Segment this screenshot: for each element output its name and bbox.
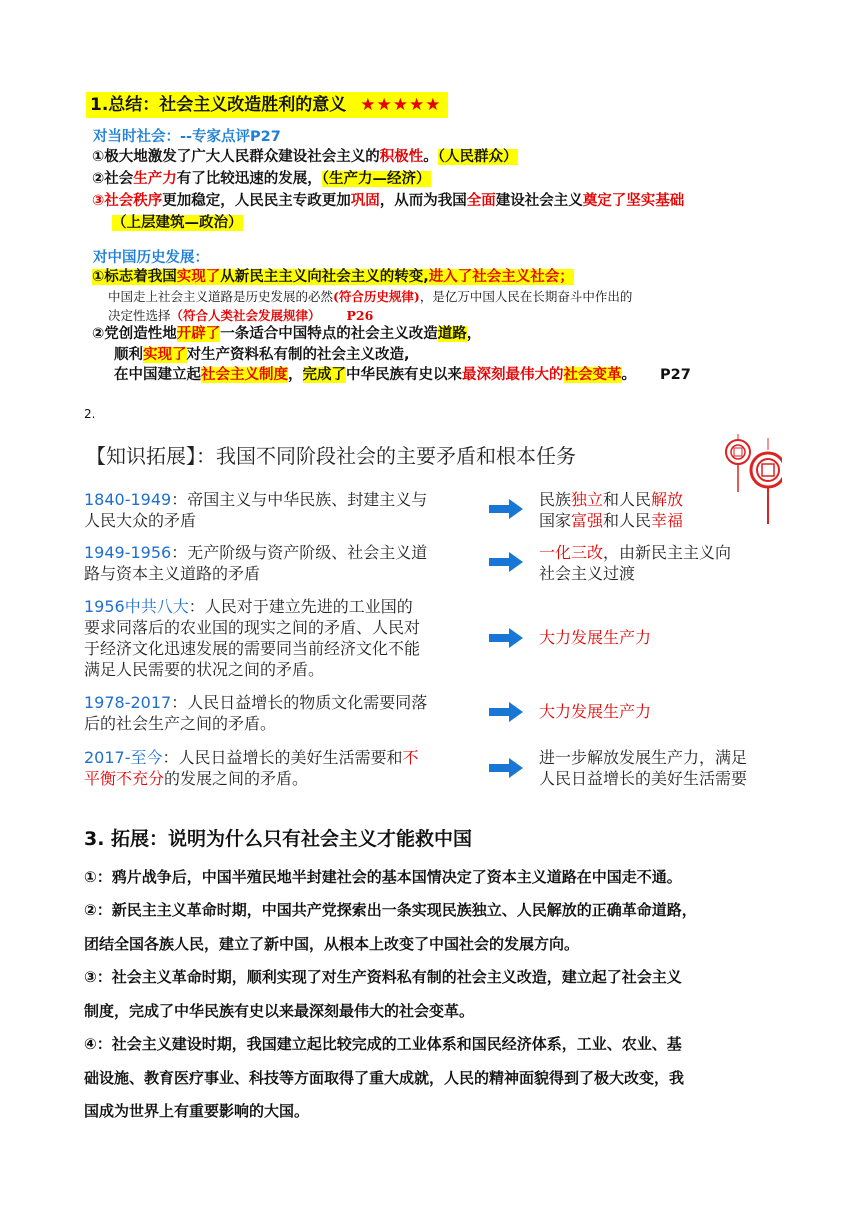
reason-1: ①：鸦片战争后，中国半殖民地半封建社会的基本国情决定了资本主义道路在中国走不通。 [84, 868, 682, 886]
task-row-1949: 一化三改，由新民主主义向 社会主义过渡 [539, 543, 732, 583]
task-row-1956: 大力发展生产力 [539, 628, 652, 647]
period-row-1978: 1978-2017：人民日益增长的物质文化需要同落 后的社会生产之间的矛盾。 [84, 693, 428, 733]
history-point-1: ①标志着我国实现了从新民主主义向社会主义的转变,进入了社会主义社会； [92, 269, 574, 285]
period-row-1840: 1840-1949：帝国主义与中华民族、封建主义与 人民大众的矛盾 [84, 490, 428, 530]
period-row-1949: 1949-1956：无产阶级与资产阶级、社会主义道 路与资本主义道路的矛盾 [84, 543, 428, 583]
point-3-note: （上层建筑—政治） [112, 215, 243, 231]
history-note-2: 决定性选择（符合人类社会发展规律） P26 [108, 308, 374, 323]
arrow-right-icon [489, 758, 523, 778]
task-row-1978: 大力发展生产力 [539, 702, 652, 721]
summary-title: 1.总结：社会主义改造胜利的意义 ★★★★★ [86, 92, 448, 118]
history-point-2: ②党创造性地开辟了一条适合中国特点的社会主义改造道路， [92, 326, 482, 342]
reason-4: ④：社会主义建设时期，我国建立起比较完成的工业体系和国民经济体系，工业、农业、基 础设施、教育医疗事业、科技等方面取得了重大成就，人民的精神面貌得到了极大改变，我 国成为世界上有重要影响的大国。 [84, 1035, 685, 1120]
rating-stars: ★★★★★ [360, 95, 442, 115]
arrow-right-icon [489, 552, 523, 572]
extension-title: 3. 拓展：说明为什么只有社会主义才能救中国 [84, 828, 473, 850]
arrow-right-icon [489, 702, 523, 722]
period-row-2017: 2017-至今：人民日益增长的美好生活需要和不 平衡不充分的发展之间的矛盾。 [84, 748, 419, 788]
point-3: ③社会秩序更加稳定，人民民主专政更加巩固，从而为我国全面建设社会主义奠定了坚实基础 [92, 193, 685, 209]
task-row-2017: 进一步解放发展生产力，满足 人民日益增长的美好生活需要 [539, 748, 748, 788]
lantern-decoration-icon [716, 434, 782, 530]
sub-heading-society: 对当时社会：--专家点评P27 [93, 129, 281, 145]
point-1: ①极大地激发了广大人民群众建设社会主义的积极性。（人民群众） [92, 149, 518, 165]
point-2: ②社会生产力有了比较迅速的发展，（生产力—经济） [92, 171, 431, 187]
history-point-2c: 在中国建立起社会主义制度，完成了中华民族有史以来最深刻最伟大的社会变革。 P27 [114, 367, 691, 383]
reason-3: ③：社会主义革命时期，顺利实现了对生产资料私有制的社会主义改造，建立起了社会主义 制度，完成了中华民族有史以来最深刻最伟大的社会变革。 [84, 968, 682, 1020]
knowledge-title: 【知识拓展】：我国不同阶段社会的主要矛盾和根本任务 [86, 444, 576, 468]
arrow-right-icon [489, 499, 523, 519]
history-note-1: 中国走上社会主义道路是历史发展的必然(符合历史规律)，是亿万中国人民在长期奋斗中作出的 [108, 289, 633, 304]
period-row-1956: 1956中共八大：人民对于建立先进的工业国的 要求同落后的农业国的现实之间的矛盾、人民对 于经济文化迅速发展的需要同当前经济文化不能 满足人民需要的状况之间的矛盾。 [84, 597, 421, 679]
arrow-right-icon [489, 628, 523, 648]
task-row-1840: 民族独立和人民解放 国家富强和人民幸福 [539, 490, 684, 530]
sub-heading-history: 对中国历史发展： [93, 250, 209, 266]
section-number: 2. [84, 407, 96, 421]
history-point-2b: 顺利实现了对生产资料私有制的社会主义改造, [114, 347, 410, 363]
reason-2: ②：新民主主义革命时期，中国共产党探索出一条实现民族独立、人民解放的正确革命道路， 团结全国各族人民，建立了新中国，从根本上改变了中国社会的发展方向。 [84, 901, 697, 953]
